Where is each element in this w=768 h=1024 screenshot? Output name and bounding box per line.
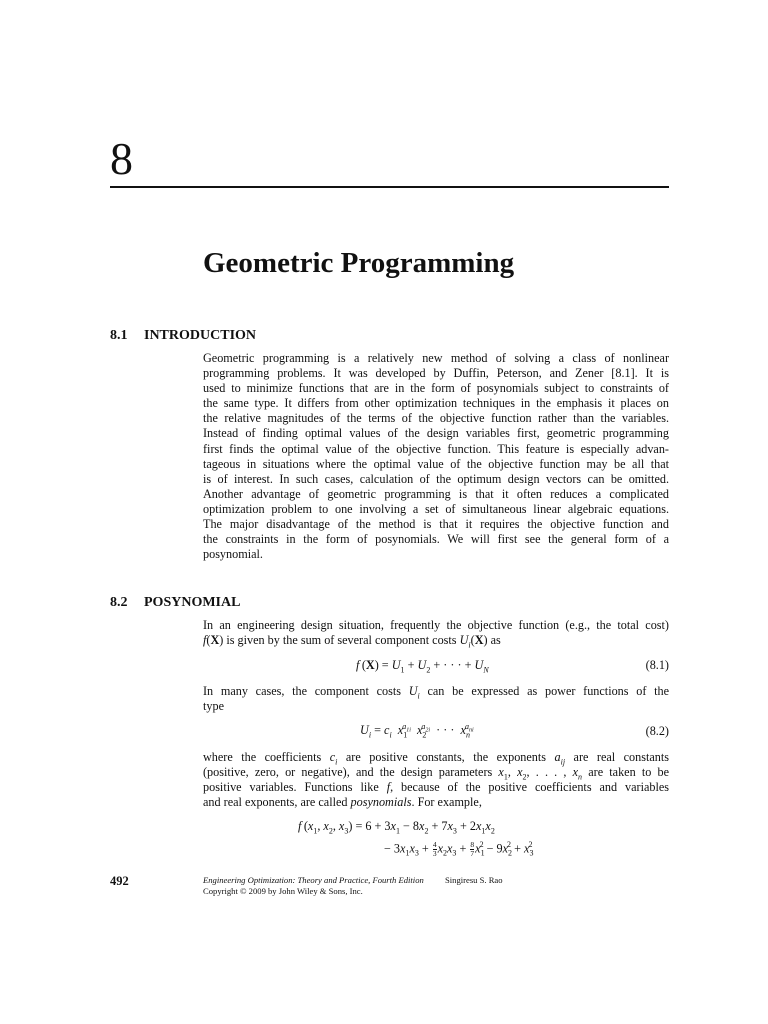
text-line: f(X) is given by the sum of several component costs $U_i(X)$ as bbox=[203, 633, 501, 650]
section-title: INTRODUCTION bbox=[144, 328, 257, 343]
text-line: where the coefficients $c_i$ are positive constants, the exponents $a_{ij}$ are real constants bbox=[203, 750, 669, 767]
chapter-title: Geometric Programming bbox=[203, 247, 515, 279]
example-posynomial-line-1: f ($x_1$, $x_2$, $x_3) = 6 + 3x_1 - 8x_2 + 7x_3 + 2x_1x_2$ bbox=[298, 819, 495, 836]
text-line: is of interest. In such cases, calculation of the optimum design vectors can be omitted. bbox=[203, 471, 669, 486]
section-number: 8.2 bbox=[110, 595, 128, 610]
text-line: programming problems. It was developed by Duffin, Peterson, and Zener [8.1]. It is bbox=[203, 366, 669, 381]
page-number: 492 bbox=[110, 874, 129, 888]
equation-8-1: f $(X) = U_1 + U_2$ + · · · + $U_N$ bbox=[356, 658, 489, 675]
section-number: 8.1 bbox=[110, 328, 128, 343]
text-line: used to minimize functions that are in the form of posynomials subject to constraints of bbox=[203, 381, 669, 396]
chapter-rule bbox=[110, 186, 669, 188]
text-line: In an engineering design situation, frequently the objective function (e.g., the total cost) bbox=[203, 618, 669, 632]
equation-8-2: $U_i = c_i$ $x_1^{a_{1i}}$ $x_2^{a_{2i}}$ · · · $x_n^{a_{ni}}$ bbox=[360, 721, 474, 740]
text-line: and real exponents, are called posynomials. For example, bbox=[203, 795, 482, 810]
text-line: posynomial. bbox=[203, 547, 263, 562]
text-line: (positive, zero, or negative), and the design parameters $x_1$, $x_2$, . . . , $x_n$ are taken to be bbox=[203, 765, 670, 782]
text-line: the constraints in the form of posynomials. We will first see the general form of a bbox=[203, 532, 669, 547]
text-line: In many cases, the component costs $U_i$ can be expressed as power functions of the bbox=[203, 684, 669, 701]
example-posynomial-line-2: − $3x_1x_3$ + $\frac{4}{3}$ $x_2x_3$ + $\frac{8}{7}$ $x_1^2 - 9x_2^2 + x_3^2$ bbox=[384, 840, 534, 858]
posynomial-paragraph-1 bbox=[203, 618, 669, 648]
footer-book-title: Engineering Optimization: Theory and Practice, Fourth Edition bbox=[203, 875, 424, 885]
posynomial-paragraph-3 bbox=[203, 750, 669, 810]
footer-copyright: Copyright © 2009 by John Wiley & Sons, Inc. bbox=[203, 886, 363, 896]
section-heading-introduction bbox=[110, 328, 256, 344]
equation-number: (8.2) bbox=[645, 724, 669, 738]
text-line: tageous in situations where the optimal value of the objective function may be all that bbox=[203, 456, 669, 471]
text-line: first finds the optimal value of the objective function. This feature is especially advan- bbox=[203, 441, 669, 456]
introduction-paragraph bbox=[203, 351, 669, 562]
chapter-number: 8 bbox=[110, 133, 133, 184]
section-title: POSYNOMIAL bbox=[144, 595, 241, 610]
footer-author: Singiresu S. Rao bbox=[445, 875, 503, 885]
text-line: Another advantage of geometric programming is that it often reduces a complicated bbox=[203, 486, 669, 501]
text-line: Geometric programming is a relatively new method of solving a class of nonlinear bbox=[203, 351, 669, 365]
text-line: type bbox=[203, 699, 224, 714]
text-line: positive variables. Functions like f, because of the positive coefficients and variables bbox=[203, 780, 669, 795]
text-line: the same type. It differs from other optimization techniques in the emphasis it places on bbox=[203, 396, 669, 411]
section-heading-posynomial bbox=[110, 595, 240, 611]
posynomial-paragraph-2 bbox=[203, 684, 669, 714]
text-line: Instead of finding optimal values of the design variables first, geometric programming bbox=[203, 426, 669, 441]
text-line: The major disadvantage of the method is that it requires the objective function and bbox=[203, 517, 669, 532]
text-line: optimization problem to one involving a set of simultaneous linear algebraic equations. bbox=[203, 501, 669, 516]
text-line: the relative magnitudes of the terms of the objective function rather than the variables. bbox=[203, 411, 669, 426]
equation-number: (8.1) bbox=[645, 658, 669, 672]
